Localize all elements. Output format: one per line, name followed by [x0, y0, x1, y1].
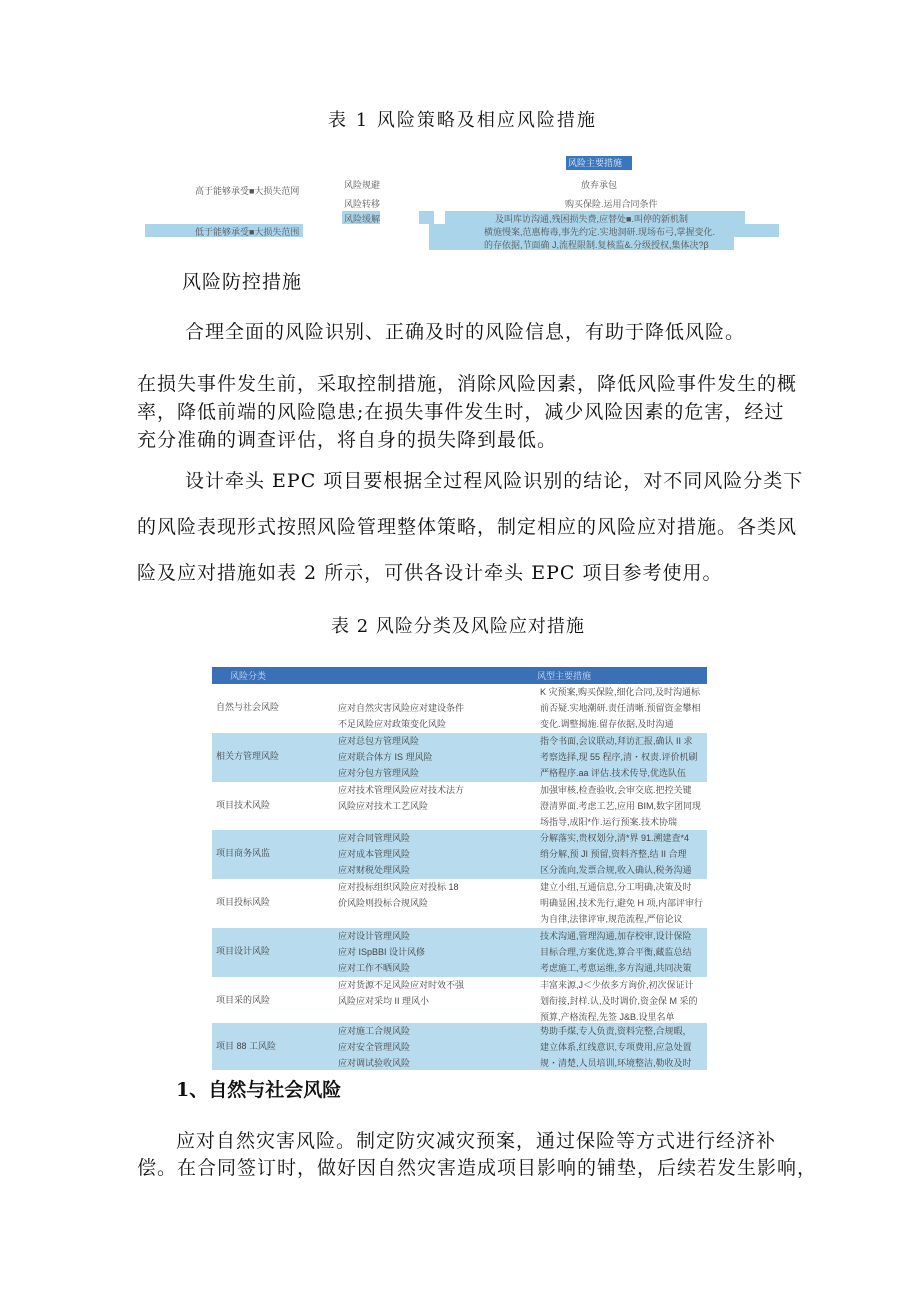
table2-measures: K 灾预案,购买保险,细化合同,及时沟通标 前否疑.实地潮研.责任清晰.预留资金攀相 变化.调整揭施.留存依据,及时沟通	[540, 687, 701, 729]
paragraph-line: 设计牵头 EPC 项目要根据全过程风险识别的结论，对不同风险分类下	[185, 470, 804, 492]
table1-cell: 风险规避	[344, 180, 381, 190]
table2-measures: 势助手煤,专人负责,资料完整,合规暇， 建立体系,红线意识,专项费用,应急处置 规・清楚,人员培训,环境整洁,勒收及时	[540, 1026, 692, 1068]
table1-band	[419, 211, 434, 224]
table2-row	[212, 733, 707, 782]
table1-cell: 风险缓解	[344, 214, 381, 224]
table2-caption: 表 2 风险分类及风险应对措施	[331, 616, 585, 637]
table2-mid: 应对施工合规风险 应对安全管理风险 应对调试验收风险	[338, 1026, 411, 1068]
table2-category: 项目投标风险	[216, 897, 271, 907]
table2-row	[212, 782, 707, 830]
table2-measures: 指令书面,会议联动,拜访汇报,确认 II 求 考察选择,现 55 程序,清・权责.评价机刷 严格程序.aa 评估.技术传导,优选队伍	[540, 736, 698, 778]
table1-caption: 表 1 风险策略及相应风险措施	[328, 110, 597, 131]
paragraph-line: 应对自然灾害风险。制定防灾减灾预案，通过保险等方式进行经济补	[176, 1130, 777, 1152]
section1-heading: 1、自然与社会风险	[176, 1079, 342, 1101]
table2-row	[212, 928, 707, 977]
table1-cell: 及叫库访沟通,残困损失费,应替处■.叫停的新机制	[495, 214, 688, 224]
table2-header-left: 风险分类	[230, 671, 267, 681]
paragraph-line: 充分准确的调查评估，将自身的损失降到最低。	[137, 429, 558, 451]
table2-row	[212, 684, 707, 733]
table1-header: 风险主要措施	[566, 156, 632, 170]
paragraph: 合理全面的风险识别、正确及时的风险信息，有助于降低风险。	[185, 321, 746, 343]
table2-category: 项目技术风险	[216, 800, 271, 810]
table1	[145, 150, 780, 255]
table2-category: 项目设计风险	[216, 946, 271, 956]
paragraph-line: 在损失事件发生前，采取控制措施，消除风险因素，降低风险事件发生的概	[137, 373, 798, 395]
table1-cell: 放弃承包	[581, 180, 618, 190]
table2-measures: 加强审核,检查验收,会审交底.把控关键 澄清界面.考虑工艺,应用 BIM,数字团同现 场指导,成阳*作.运行预案.技术协瑞	[540, 785, 702, 827]
table2-mid: 应对设计管理风险 应对 ISpBBI 设计风修 应对工作不晒风险	[338, 931, 426, 973]
table1-cell: 购买保险.运用合同条件	[565, 199, 658, 209]
table2	[212, 667, 707, 1070]
table2-mid: 应对总包方管理风险 应对联合体方 IS 理风险 应对分包方管理风险	[338, 736, 433, 778]
section-heading: 风险防控措施	[182, 271, 303, 293]
table2-row	[212, 1023, 707, 1070]
table2-row	[212, 879, 707, 928]
table2-measures: 技术沟通,管理沟通,加存校审,设计保险 目标合理,方案优选,算合平衡,藏监总结 考虑施工,考恵运维,多方沟通,共同决策	[540, 931, 692, 973]
table2-measures: 建立小组,互通信息,分工明确,决策及时 明确显困,技术先行,避免 H 项,内部评审行 为自律,法律评审,规范流程,严倍论议	[540, 882, 704, 924]
paragraph-line: 的风险表现形式按照风险管理整体策略，制定相应的风险应对措施。各类风	[137, 516, 798, 538]
table2-category: 自然与社会风险	[216, 702, 280, 712]
table1-cell: 风险转移	[344, 199, 381, 209]
table2-header	[212, 667, 707, 684]
table1-cell: 横施慢案,范惠梅毒,事先约定.实地洞研.现场布弓,掌握变化.	[484, 227, 716, 237]
table2-category: 项目商务风监	[216, 848, 271, 858]
table1-cell: 高于能够承受■大损失范网	[195, 186, 300, 196]
table2-measures: 分解落实,贵权划分,清*界 91.溯建査*4 绡分解,预 JI 预留,资料齐整,结 II 合理 区分流向,发票合规,收入确认,税务沟通	[540, 833, 692, 875]
table2-mid: 应对货源不足风险应对时效不强 风险应对采均 II 理风小	[338, 980, 465, 1006]
table1-cell: 低于能够承受■大损失范围	[195, 227, 300, 237]
table2-category: 项目 88 工风险	[216, 1041, 277, 1051]
paragraph-line: 险及应对措施如表 2 所示，可供各设计牵头 EPC 项目参考使用。	[137, 562, 723, 584]
table2-row	[212, 830, 707, 879]
table2-mid: 应对投标组织风险应对投标 18 价风险则投标合规风险	[338, 882, 459, 908]
table2-category: 项目采的风险	[216, 995, 271, 1005]
table2-measures: 丰富来源,J＜少依多方询价,初次保证计 划衔接,封样.认,及时调价,资金保 M 采的 预算,产格流程,先签 J&B.设里名单	[540, 980, 698, 1022]
paragraph-line: 偿。在合同签订时，做好因自然灾害造成项目影响的铺垫，后续若发生影响，	[137, 1157, 818, 1179]
table2-row	[212, 977, 707, 1026]
table1-cell: 的存依据,节面确 J,流程限制.复核监&.分级授权,集体决?β	[484, 240, 709, 250]
paragraph-line: 率，降低前端的风险隐患;在损失事件发生时，减少风险因素的危害，经过	[137, 401, 785, 423]
table2-mid: 应对自然灾害风险应对建设条件 不足风险应对政策变化风险	[338, 703, 465, 729]
table2-mid: 应对技术管理风险应对技术法方 风险应对技术工艺风险	[338, 785, 465, 811]
table2-mid: 应对合同管理风险 应对成本管理风险 应对财税处理风险	[338, 833, 411, 875]
table2-category: 相关方管理风险	[216, 751, 280, 761]
table2-header-right: 风型主要措施	[537, 671, 592, 681]
